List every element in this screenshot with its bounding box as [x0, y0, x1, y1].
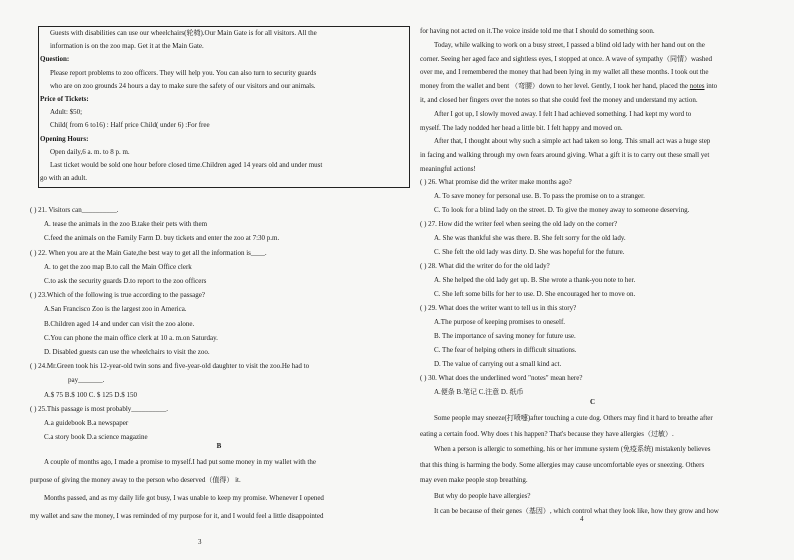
question-line: ( ) 30. What does the underlined word "notes" mean here?	[420, 374, 583, 382]
passage-b-continued-line: over me, and I remembered the money that had been lying in my wallet all these months. I took out the	[420, 68, 709, 77]
question-line: ( ) 25.This passage is most probably__________.	[30, 404, 169, 413]
zoo-info-line: Last ticket would be sold one hour before closed time.Children aged 14 years old and under must	[50, 161, 323, 169]
question-line: D. The value of carrying out a small kind act.	[434, 360, 562, 368]
question-line: A. To save money for personal use. B. To pass the promise on to a stranger.	[434, 192, 645, 200]
zoo-info-line: who are on zoo grounds 24 hours a day to make sure the safety of our visitors and our animals.	[50, 81, 316, 90]
question-line: A.a guidebook B.a newspaper	[44, 419, 129, 427]
passage-b-continued-line: meaningful actions!	[420, 165, 476, 173]
question-line: C. To look for a blind lady on the street. D. To give the money away to someone deserving.	[434, 206, 690, 214]
zoo-info-line: Child( from 6 to16) : Half price Child( under 6) :For free	[50, 121, 210, 130]
zoo-info-line: Open daily,6 a. m. to 8 p. m.	[50, 147, 130, 156]
question-line: C. The fear of helping others in difficult situations.	[434, 346, 577, 354]
question-line: ( ) 24.Mr.Green took his 12-year-old twin sons and five-year-old daughter to visit the zoo.He had to	[30, 362, 310, 371]
zoo-info-line: Opening Hours:	[40, 134, 89, 143]
passage-b-continued-line: After that, I thought about why such a simple act had taken so long. This small act was a huge step	[434, 137, 711, 146]
question-line: A.便条 B.笔记 C.注意 D. 纸币	[434, 388, 524, 396]
passage-b-continued-line: it, and closed her fingers over the notes so that she could feel the money and understand my action.	[420, 96, 698, 104]
question-line: A.The purpose of keeping promises to oneself.	[434, 318, 566, 326]
passage-b-continued-line: in facing and walking through my own fears around giving. What a gift it is to carry out these small yet	[420, 151, 710, 160]
question-line: ( ) 23.Which of the following is true according to the passage?	[30, 291, 205, 300]
zoo-info-line: Question:	[40, 55, 70, 64]
passage-b-continued-line: After I got up, I slowly moved away. I felt I had achieved something. I had kept my word to	[434, 109, 692, 118]
right-page	[420, 0, 765, 560]
zoo-info-line: Guests with disabilities can use our wheelchairs(轮椅).Our Main Gate is for all visitors. All the	[50, 29, 317, 37]
question-line: pay_______.	[68, 376, 105, 385]
question-line: ( ) 26. What promise did the writer make months ago?	[420, 178, 572, 186]
page-number-right: 4	[580, 515, 584, 523]
question-line: A.San Francisco Zoo is the largest zoo in America.	[44, 305, 187, 314]
question-line: C.to ask the security guards D.to report to the zoo officers	[44, 277, 207, 285]
passage-b-line: purpose of giving the money away to the person who deserved（值得） it.	[30, 476, 241, 484]
section-b-heading: B	[216, 442, 222, 450]
question-line: A. to get the zoo map B.to call the Main Office clerk	[44, 262, 192, 271]
passage-b-continued-line: money from the wallet and bent （弯腰）down to her level. Gently, I took her hand, placed the notes into	[420, 82, 718, 91]
question-line: ( ) 27. How did the writer feel when seeing the old lady on the corner?	[420, 220, 618, 228]
passage-b-line: A couple of months ago, I made a promise to myself.I had put some money in my wallet with the	[44, 458, 316, 466]
question-line: ( ) 21. Visitors can__________.	[30, 206, 119, 214]
passage-b-continued-line: Today, while walking to work on a busy street, I passed a blind old lady with her hand out on the	[434, 40, 705, 49]
passage-c-line: Some people may sneeze(打喷嚏)after touching a cute dog. Others may find it hard to breathe after	[434, 414, 713, 422]
question-line: ( ) 28. What did the writer do for the old lady?	[420, 262, 550, 270]
question-line: C.a story book D.a science magazine	[44, 433, 148, 442]
question-line: C. She left some bills for her to use. D. She encouraged her to move on.	[434, 290, 636, 298]
section-c-heading: C	[589, 398, 596, 406]
question-line: A. She was thankful she was there. B. She felt sorry for the old lady.	[434, 234, 626, 242]
page-number-left: 3	[198, 538, 202, 546]
question-line: A. She helped the old lady get up. B. She wrote a thank-you note to her.	[434, 276, 636, 284]
question-line: A. tease the animals in the zoo B.take their pets with them	[44, 220, 208, 229]
question-line: D. Disabled guests can use the wheelchairs to visit the zoo.	[44, 348, 210, 356]
passage-b-line: Months passed, and as my daily life got busy, I was unable to keep my promise. Whenever I opened	[44, 494, 324, 502]
passage-c-line: When a person is allergic to something, his or her immune system (免疫系统) mistakenly believes	[434, 445, 711, 453]
question-line: ( ) 29. What does the writer want to tell us in this story?	[420, 304, 577, 312]
question-line: B.Children aged 14 and under can visit the zoo alone.	[44, 319, 195, 328]
passage-b-continued-line: corner. Seeing her aged face and sightless eyes, I stopped at once. A wave of sympathy（同情）washed	[420, 54, 712, 63]
question-line: C.feed the animals on the Family Farm D. buy tickets and enter the zoo at 7:30 p.m.	[44, 234, 280, 243]
zoo-info-line: Price of Tickets:	[40, 95, 89, 103]
passage-c-line: that this thing is harming the body. Some allergies may cause uncomfortable eyes or sneezing. Others	[420, 460, 705, 469]
passage-c-line: eating a certain food. Why does t his happen? That's because they have allergies（过敏）.	[420, 429, 674, 438]
question-line: C.You can phone the main office clerk at 10 a. m.on Saturday.	[44, 333, 218, 342]
question-line: ( ) 22. When you are at the Main Gate,the best way to get all the information is____.	[30, 248, 267, 257]
passage-c-line: may even make people stop breathing.	[420, 476, 528, 484]
passage-b-line: my wallet and saw the money, I was reminded of my purpose for it, and I would feel a little disappointed	[30, 512, 324, 520]
zoo-info-line: go with an adult.	[40, 174, 88, 183]
question-line: B. The importance of saving money for future use.	[434, 332, 576, 340]
passage-c-line: It can be because of their genes（基因）, which control what they look like, how they grow and how	[434, 507, 719, 515]
zoo-info-line: Please report problems to zoo officers. They will help you. You can also turn to security guards	[50, 68, 317, 77]
passage-b-continued-line: myself. The lady nodded her head a little bit. I felt happy and moved on.	[420, 123, 623, 132]
question-line: C. She felt the old lady was dirty. D. She was hopeful for the future.	[434, 248, 625, 256]
zoo-info-line: information is on the zoo map. Get it at the Main Gate.	[50, 42, 204, 51]
passage-b-continued-line: for having not acted on it.The voice inside told me that I should do something soon.	[420, 27, 655, 35]
left-page	[30, 0, 408, 560]
passage-c-line: But why do people have allergies?	[434, 491, 531, 500]
question-line: A.$ 75 B.$ 100 C. $ 125 D.$ 150	[44, 390, 137, 399]
zoo-info-line: Adult: $50;	[50, 108, 83, 117]
